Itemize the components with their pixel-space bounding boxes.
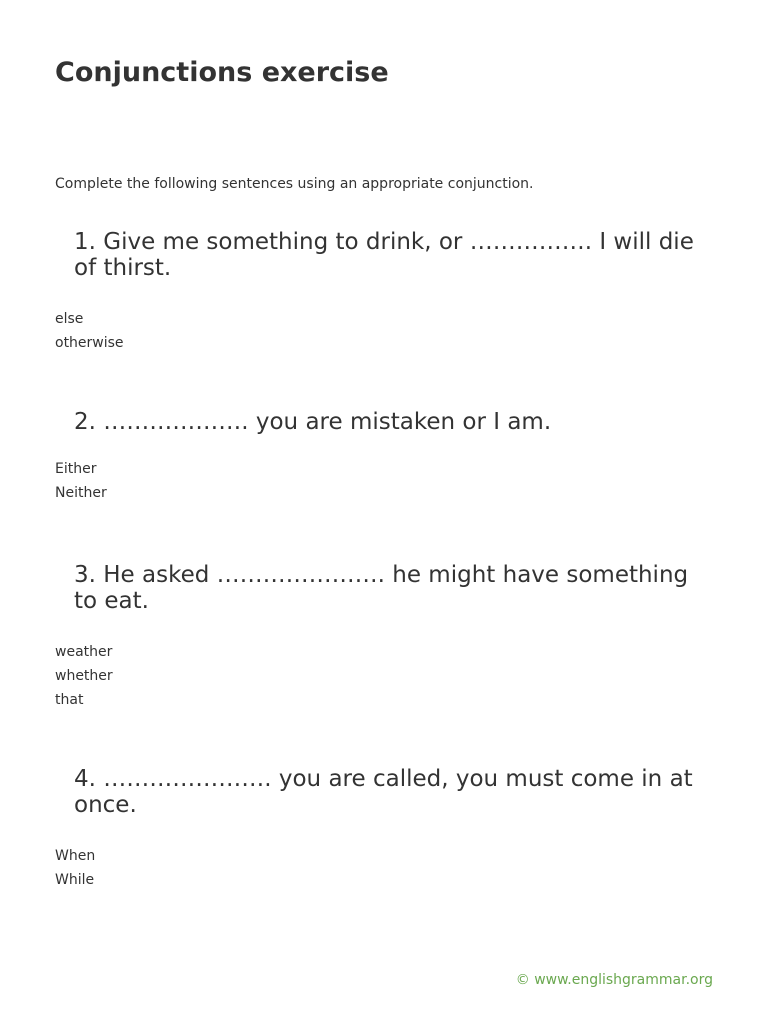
answer-option[interactable]: otherwise bbox=[55, 335, 124, 351]
answer-option[interactable]: When bbox=[55, 848, 96, 864]
answer-options bbox=[55, 307, 695, 355]
answer-option[interactable]: weather bbox=[55, 644, 113, 660]
answer-option[interactable]: While bbox=[55, 872, 95, 888]
answer-option[interactable]: else bbox=[55, 311, 84, 327]
answer-options bbox=[55, 640, 695, 712]
question-4 bbox=[55, 766, 695, 892]
copyright-footer[interactable]: © www.englishgrammar.org bbox=[515, 972, 713, 988]
question-text: 2. ………………. you are mistaken or I am. bbox=[74, 409, 552, 435]
answer-option[interactable]: that bbox=[55, 692, 84, 708]
question-2 bbox=[55, 409, 695, 505]
answer-options bbox=[55, 457, 695, 505]
answer-option[interactable]: Neither bbox=[55, 485, 107, 501]
question-text: 4. …………………. you are called, you must come in at once. bbox=[74, 766, 693, 818]
question-3 bbox=[55, 562, 695, 712]
question-text: 3. He asked …………………. he might have something to eat. bbox=[74, 562, 689, 614]
question-1 bbox=[55, 229, 695, 355]
answer-option[interactable]: whether bbox=[55, 668, 113, 684]
answer-options bbox=[55, 844, 695, 892]
page-title: Conjunctions exercise bbox=[55, 57, 389, 88]
answer-option[interactable]: Either bbox=[55, 461, 97, 477]
instructions-text: Complete the following sentences using an appropriate conjunction. bbox=[55, 176, 534, 192]
question-text: 1. Give me something to drink, or ……………. I will die of thirst. bbox=[74, 229, 694, 281]
